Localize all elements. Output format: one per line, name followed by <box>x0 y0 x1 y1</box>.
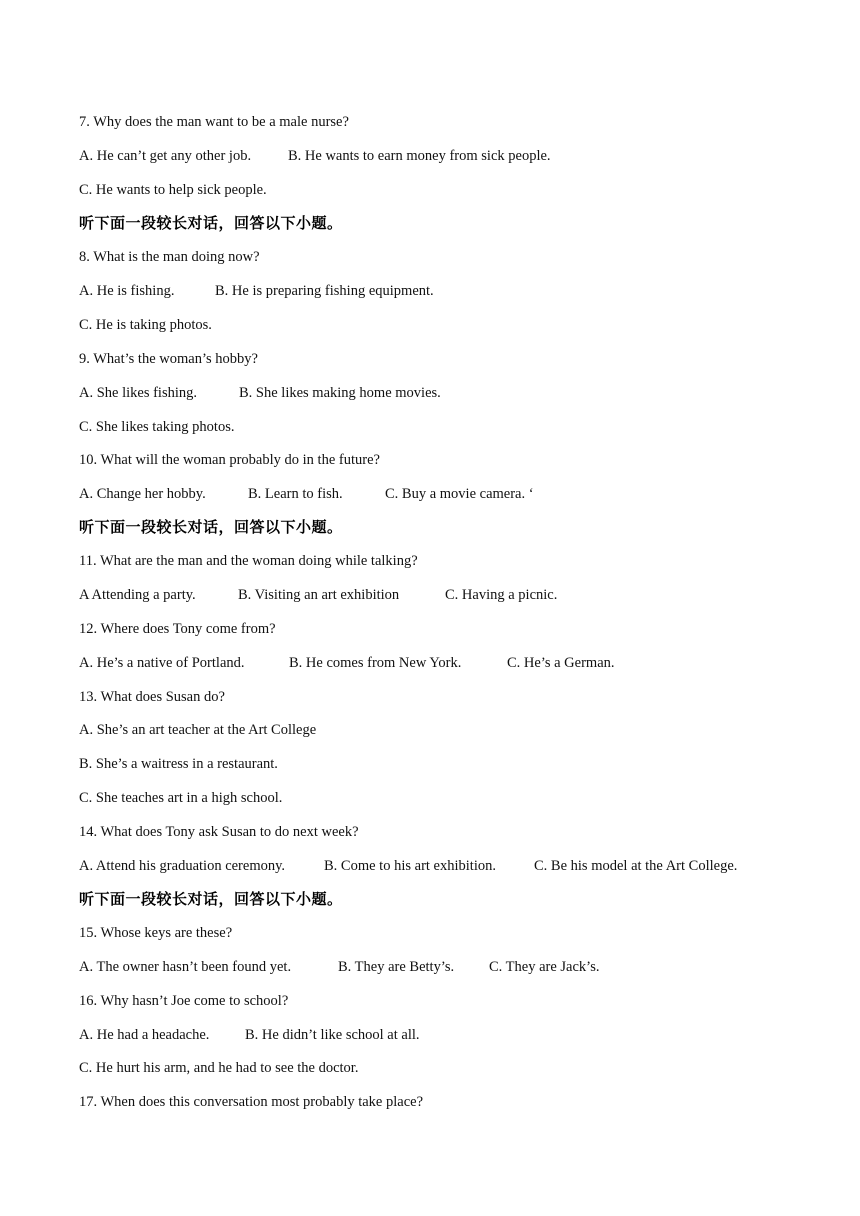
question-7 <box>79 113 349 131</box>
question-text: 11. What are the man and the woman doing while talking? <box>79 553 418 569</box>
option-c: C. Having a picnic. <box>445 587 558 603</box>
options-line <box>79 654 615 672</box>
option-c: C. She likes taking photos. <box>79 419 235 435</box>
question-text: 16. Why hasn’t Joe come to school? <box>79 993 289 1009</box>
option-c: C. He is taking photos. <box>79 317 212 333</box>
question-17 <box>79 1093 423 1111</box>
question-10 <box>79 451 380 469</box>
section-heading <box>79 890 343 908</box>
option-b: B. He is preparing fishing equipment. <box>215 283 434 299</box>
options-line <box>79 384 441 402</box>
options-line <box>79 789 282 807</box>
option-c: C. Buy a movie camera. ‘ <box>385 486 534 502</box>
question-9 <box>79 350 258 368</box>
option-a: A. He is fishing. <box>79 283 175 299</box>
section-heading-text: 听下面一段较长对话，回答以下小题。 <box>79 518 343 536</box>
option-c: C. They are Jack’s. <box>489 959 600 975</box>
option-a: A Attending a party. <box>79 587 196 603</box>
question-text: 15. Whose keys are these? <box>79 925 233 941</box>
section-heading <box>79 518 343 536</box>
question-12 <box>79 620 276 638</box>
option-a: A. She’s an art teacher at the Art College <box>79 722 317 738</box>
options-line <box>79 586 558 604</box>
question-text: 17. When does this conversation most probably take place? <box>79 1094 424 1110</box>
options-line <box>79 418 234 436</box>
option-a: A. He’s a native of Portland. <box>79 655 245 671</box>
options-line <box>79 721 316 739</box>
options-line <box>79 485 534 503</box>
option-a: A. She likes fishing. <box>79 385 198 401</box>
option-a: A. He had a headache. <box>79 1027 210 1043</box>
question-13 <box>79 688 225 706</box>
option-b: B. She’s a waitress in a restaurant. <box>79 756 278 772</box>
option-b: B. Learn to fish. <box>248 486 343 502</box>
question-text: 8. What is the man doing now? <box>79 249 260 265</box>
question-16 <box>79 992 288 1010</box>
option-b: B. He didn’t like school at all. <box>245 1027 420 1043</box>
option-c: C. He hurt his arm, and he had to see the doctor. <box>79 1060 359 1076</box>
question-text: 10. What will the woman probably do in the future? <box>79 452 380 468</box>
question-text: 7. Why does the man want to be a male nurse? <box>79 114 349 130</box>
option-b: B. Visiting an art exhibition <box>238 587 400 603</box>
options-line <box>79 316 212 334</box>
question-text: 14. What does Tony ask Susan to do next week? <box>79 824 359 840</box>
option-c: C. She teaches art in a high school. <box>79 790 283 806</box>
option-b: B. He comes from New York. <box>289 655 462 671</box>
options-line <box>79 181 267 199</box>
options-line <box>79 958 600 976</box>
options-line <box>79 755 278 773</box>
option-c: C. He wants to help sick people. <box>79 182 267 198</box>
option-b: B. Come to his art exhibition. <box>324 858 496 874</box>
question-text: 12. Where does Tony come from? <box>79 621 276 637</box>
section-heading-text: 听下面一段较长对话，回答以下小题。 <box>79 890 343 908</box>
option-a: A. He can’t get any other job. <box>79 148 252 164</box>
question-8 <box>79 248 260 266</box>
question-text: 13. What does Susan do? <box>79 689 225 705</box>
options-line <box>79 282 434 300</box>
option-c: C. Be his model at the Art College. <box>534 858 738 874</box>
option-b: B. They are Betty’s. <box>338 959 455 975</box>
option-a: A. Attend his graduation ceremony. <box>79 858 286 874</box>
option-a: A. The owner hasn’t been found yet. <box>79 959 292 975</box>
options-line <box>79 1026 420 1044</box>
question-15 <box>79 924 232 942</box>
question-11 <box>79 552 418 570</box>
question-14 <box>79 823 359 841</box>
option-c: C. He’s a German. <box>507 655 615 671</box>
options-line <box>79 147 551 165</box>
options-line <box>79 1059 358 1077</box>
option-a: A. Change her hobby. <box>79 486 206 502</box>
question-text: 9. What’s the woman’s hobby? <box>79 351 258 367</box>
option-b: B. She likes making home movies. <box>239 385 441 401</box>
section-heading-text: 听下面一段较长对话，回答以下小题。 <box>79 214 343 232</box>
option-b: B. He wants to earn money from sick people. <box>288 148 551 164</box>
options-line <box>79 857 738 875</box>
section-heading <box>79 214 343 232</box>
